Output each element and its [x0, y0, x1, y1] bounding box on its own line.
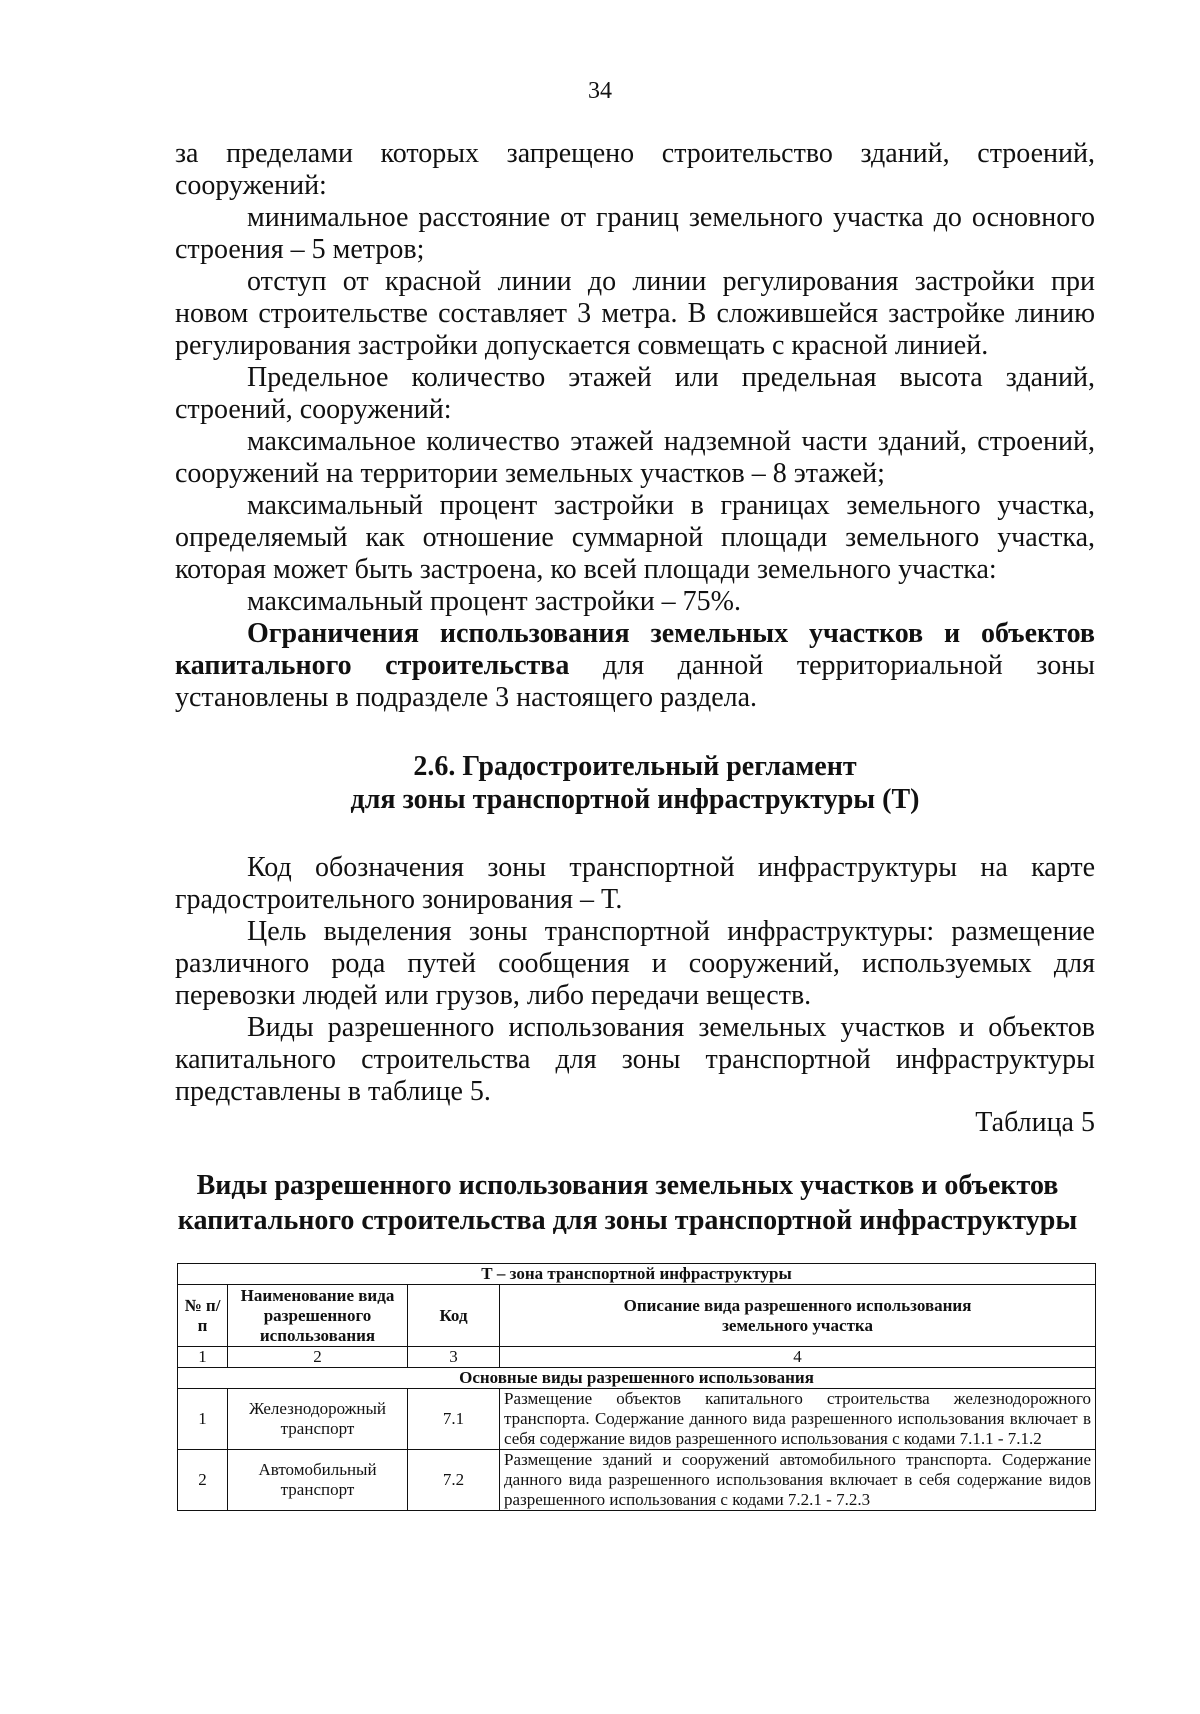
- section-text: [175, 852, 1095, 1108]
- group-row: [178, 1368, 1096, 1389]
- paragraph: за пределами которых запрещено строительство зданий, строений, сооружений:: [175, 138, 1095, 201]
- paragraph: максимальное количество этажей надземной части зданий, строений, сооружений на территории земельных участков – 8 этажей;: [175, 426, 1095, 489]
- column-number: 4: [500, 1347, 1096, 1368]
- paragraph: Код обозначения зоны транспортной инфраструктуры на карте градостроительного зонирования – Т.: [175, 852, 1095, 915]
- row-num: 2: [178, 1450, 228, 1511]
- column-number: 3: [408, 1347, 500, 1368]
- restrictions-paragraph: [175, 618, 1095, 714]
- page-number: 34: [588, 78, 612, 104]
- row-name: Автомобильный транспорт: [228, 1450, 408, 1511]
- paragraph: Виды разрешенного использования земельных участков и объектов капитального строительства для зоны транспортной инфраструктуры представлены в таблице 5.: [175, 1012, 1095, 1107]
- restrictions-bold-text: Ограничения использования земельных участков и объектов капитального строительства: [175, 618, 1095, 681]
- body-text: [175, 138, 1095, 714]
- paragraph: отступ от красной линии до линии регулирования застройки при новом строительстве составляет 3 метра. В сложившейся застройке линию регулирования застройки допускается совмещать с красной линией.: [175, 266, 1095, 361]
- land-use-table: [177, 1263, 1096, 1511]
- header-code: Код: [408, 1285, 500, 1347]
- table-row: [178, 1389, 1096, 1450]
- table-title: [160, 1168, 1095, 1238]
- zone-header-row: [178, 1264, 1096, 1285]
- zone-header: Т – зона транспортной инфраструктуры: [178, 1264, 1096, 1285]
- header-desc: Описание вида разрешенного использования земельного участка: [500, 1285, 1096, 1347]
- paragraph: Предельное количество этажей или предельная высота зданий, строений, сооружений:: [175, 362, 1095, 425]
- table-title-line: Виды разрешенного использования земельных участков и объектов: [196, 1170, 1059, 1201]
- table-row: [178, 1450, 1096, 1511]
- row-name: Железнодорожный транспорт: [228, 1389, 408, 1450]
- group-label: Основные виды разрешенного использования: [178, 1368, 1096, 1389]
- row-code: 7.1: [408, 1389, 500, 1450]
- paragraph: максимальный процент застройки – 75%.: [247, 586, 742, 617]
- table-label: Таблица 5: [975, 1107, 1095, 1138]
- column-number: 1: [178, 1347, 228, 1368]
- column-header-row: [178, 1285, 1096, 1347]
- paragraph: Цель выделения зоны транспортной инфраструктуры: размещение различного рода путей сообщения и сооружений, используемых для перевозки людей или грузов, либо передачи веществ.: [175, 916, 1095, 1011]
- paragraph: максимальный процент застройки в границах земельного участка, определяемый как отношение суммарной площади земельного участка, которая может быть застроена, ко всей площади земельного участка:: [175, 490, 1095, 585]
- column-number-row: [178, 1347, 1096, 1368]
- header-name: Наименование вида разрешенного использования: [228, 1285, 408, 1347]
- restrictions-text: для данной территориальной зоны установлены в подразделе 3 настоящего раздела.: [175, 650, 1095, 713]
- column-number: 2: [228, 1347, 408, 1368]
- section-heading: [175, 750, 1095, 816]
- section-heading-line: для зоны транспортной инфраструктуры (Т): [350, 784, 920, 815]
- row-code: 7.2: [408, 1450, 500, 1511]
- paragraph: минимальное расстояние от границ земельного участка до основного строения – 5 метров;: [175, 202, 1095, 265]
- header-num: № п/п: [178, 1285, 228, 1347]
- table-title-line: капитального строительства для зоны транспортной инфраструктуры: [177, 1205, 1078, 1236]
- section-heading-line: 2.6. Градостроительный регламент: [413, 751, 857, 782]
- row-desc: Размещение объектов капитального строительства железнодорожного транспорта. Содержание данного вида разрешенного использования включает в себя содержание видов разрешенного использования с кодами 7.1.1 - 7.1.2: [500, 1389, 1096, 1450]
- row-num: 1: [178, 1389, 228, 1450]
- row-desc: Размещение зданий и сооружений автомобильного транспорта. Содержание данного вида разрешенного использования включает в себя содержание видов разрешенного использования с кодами 7.2.1 - 7.2.3: [500, 1450, 1096, 1511]
